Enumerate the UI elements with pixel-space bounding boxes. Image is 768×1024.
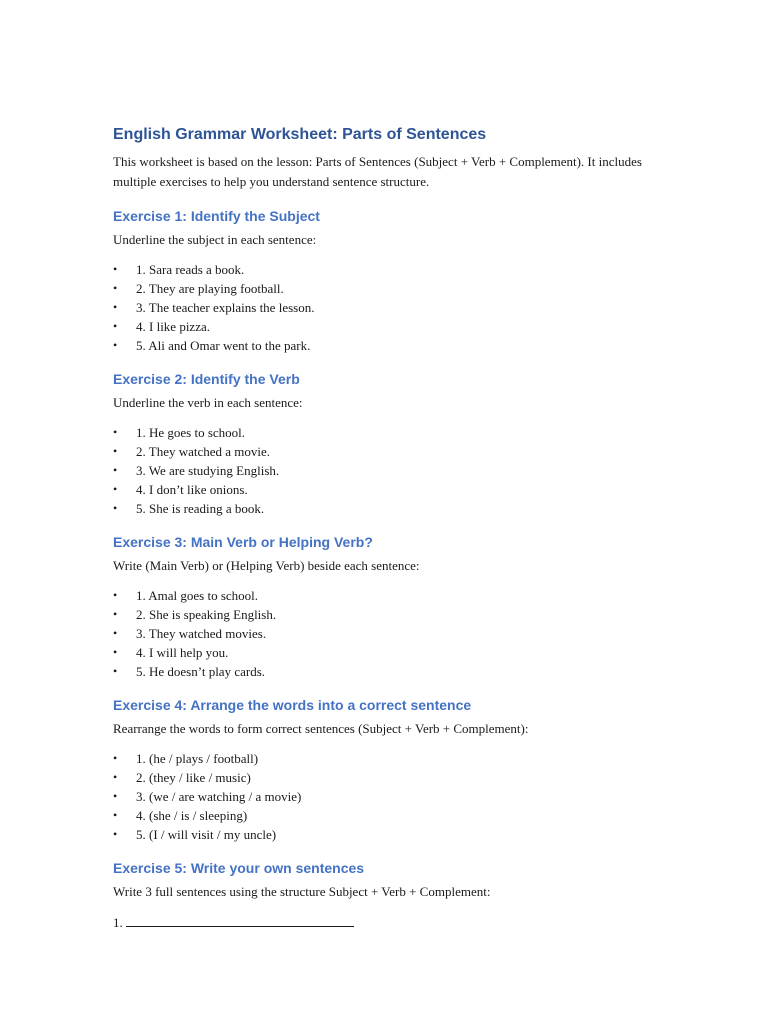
list-item [113,825,673,844]
exercise-instruction: Rearrange the words to form correct sentences (Subject + Verb + Complement): [113,721,529,736]
list-item-text: 3. The teacher explains the lesson. [136,300,315,315]
list-item [113,643,673,662]
list-item-text: 4. I like pizza. [136,319,210,334]
exercise-heading: Exercise 1: Identify the Subject [113,208,320,224]
exercise-instruction: Underline the verb in each sentence: [113,395,303,410]
list-item [113,423,673,442]
list-item [113,317,673,336]
list-item-text: 5. Ali and Omar went to the park. [136,338,311,353]
exercise-heading: Exercise 3: Main Verb or Helping Verb? [113,534,373,550]
list-item [113,662,673,681]
exercise-list [113,586,673,681]
list-item-text: 1. Amal goes to school. [136,588,259,603]
exercise-instruction: Write (Main Verb) or (Helping Verb) beside each sentence: [113,558,420,573]
list-item [113,624,673,643]
list-item-text: 1. Sara reads a book. [136,262,245,277]
exercise-heading: Exercise 4: Arrange the words into a correct sentence [113,697,472,713]
exercise-list [113,260,673,355]
list-item [113,298,673,317]
exercise-heading: Exercise 5: Write your own sentences [113,860,365,876]
document-body [113,124,673,933]
exercise-4 [113,695,673,844]
list-item [113,480,673,499]
list-item [113,442,673,461]
answer-line-number: 1. [113,915,123,930]
list-item-text: 2. They watched a movie. [136,444,271,459]
exercise-instruction: Underline the subject in each sentence: [113,232,317,247]
bullet-icon: • [113,645,118,659]
bullet-icon: • [113,827,118,841]
exercise-1 [113,206,673,355]
bullet-icon: • [113,338,118,352]
list-item-text: 5. (I / will visit / my uncle) [136,827,277,842]
exercise-list [113,423,673,518]
bullet-icon: • [113,482,118,496]
bullet-icon: • [113,789,118,803]
bullet-icon: • [113,300,118,314]
list-item-text: 3. We are studying English. [136,463,280,478]
list-item-text: 5. She is reading a book. [136,501,265,516]
list-item-text: 1. He goes to school. [136,425,246,440]
list-item-text: 2. They are playing football. [136,281,284,296]
list-item [113,749,673,768]
answer-line [113,912,673,933]
list-item-text: 4. I don’t like onions. [136,482,248,497]
list-item [113,768,673,787]
bullet-icon: • [113,751,118,765]
list-item [113,586,673,605]
list-item-text: 5. He doesn’t play cards. [136,664,266,679]
list-item-text: 4. I will help you. [136,645,229,660]
bullet-icon: • [113,425,118,439]
document-title: English Grammar Worksheet: Parts of Sentences [113,126,487,143]
exercise-list [113,749,673,844]
list-item [113,787,673,806]
list-item [113,499,673,518]
intro-paragraph: This worksheet is based on the lesson: Parts of Sentences (Subject + Verb + Complement). It includes multiple exercises to help you understand sentence structure. [113,154,642,189]
exercise-heading: Exercise 2: Identify the Verb [113,371,300,387]
list-item-text: 4. (she / is / sleeping) [136,808,248,823]
bullet-icon: • [113,770,118,784]
bullet-icon: • [113,281,118,295]
list-item-text: 1. (he / plays / football) [136,751,259,766]
exercise-5 [113,858,673,933]
list-item-text: 2. She is speaking English. [136,607,277,622]
bullet-icon: • [113,444,118,458]
bullet-icon: • [113,463,118,477]
bullet-icon: • [113,664,118,678]
list-item [113,461,673,480]
exercise-2 [113,369,673,518]
bullet-icon: • [113,607,118,621]
list-item-text: 2. (they / like / music) [136,770,251,785]
list-item [113,806,673,825]
bullet-icon: • [113,588,118,602]
list-item [113,336,673,355]
answer-blank[interactable] [126,912,354,927]
bullet-icon: • [113,808,118,822]
exercise-3 [113,532,673,681]
list-item-text: 3. (we / are watching / a movie) [136,789,302,804]
bullet-icon: • [113,626,118,640]
bullet-icon: • [113,501,118,515]
list-item [113,605,673,624]
exercise-instruction: Write 3 full sentences using the structure Subject + Verb + Complement: [113,884,491,899]
bullet-icon: • [113,319,118,333]
list-item [113,260,673,279]
bullet-icon: • [113,262,118,276]
list-item-text: 3. They watched movies. [136,626,267,641]
list-item [113,279,673,298]
